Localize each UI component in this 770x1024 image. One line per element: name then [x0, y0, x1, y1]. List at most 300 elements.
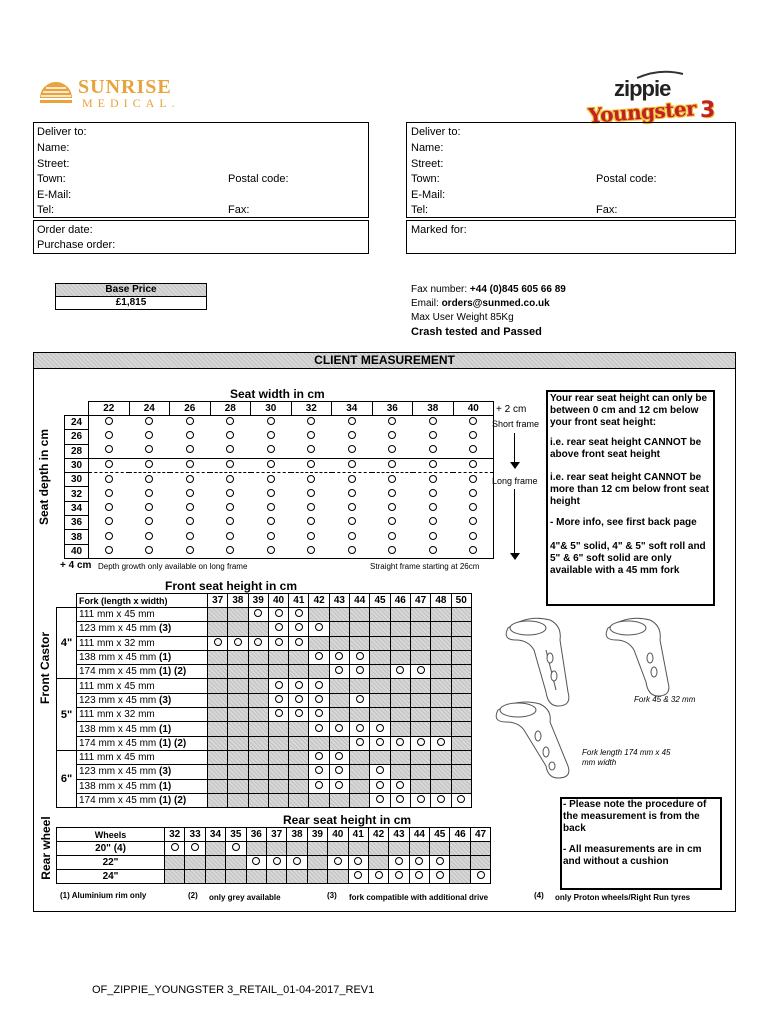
sunrise-wordmark: SUNRISE [78, 76, 172, 98]
front-unavailable-cell [451, 636, 471, 650]
front-option-radio[interactable] [234, 638, 242, 646]
front-option-cell [309, 765, 329, 779]
seat-option-radio[interactable] [388, 475, 396, 483]
seat-option-radio[interactable] [388, 417, 396, 425]
seat-option-radio[interactable] [186, 546, 194, 554]
seat-option-radio[interactable] [429, 475, 437, 483]
seat-option-cell [170, 516, 211, 530]
seat-option-radio[interactable] [469, 546, 477, 554]
front-option-radio[interactable] [295, 623, 303, 631]
seat-option-radio[interactable] [348, 431, 356, 439]
front-option-radio[interactable] [356, 695, 364, 703]
front-option-radio[interactable] [295, 681, 303, 689]
front-option-cell [451, 793, 471, 807]
tel-label-right: Tel: [411, 204, 429, 216]
front-unavailable-cell [268, 722, 288, 736]
rear-option-radio[interactable] [436, 871, 444, 879]
front-option-radio[interactable] [356, 666, 364, 674]
front-unavailable-cell [208, 679, 228, 693]
seat-option-radio[interactable] [429, 503, 437, 511]
rear-row [57, 842, 491, 856]
seat-option-cell [453, 501, 494, 515]
seat-option-radio[interactable] [145, 532, 153, 540]
seat-option-radio[interactable] [105, 546, 113, 554]
rear-option-cell [266, 856, 286, 870]
seat-option-radio[interactable] [145, 417, 153, 425]
seat-option-radio[interactable] [105, 431, 113, 439]
seat-option-radio[interactable] [307, 445, 315, 453]
front-option-radio[interactable] [335, 781, 343, 789]
seat-option-radio[interactable] [226, 431, 234, 439]
fork-45-32-label: Fork 45 & 32 mm [634, 695, 696, 704]
seat-option-radio[interactable] [267, 460, 275, 468]
front-option-radio[interactable] [396, 738, 404, 746]
seat-option-radio[interactable] [145, 489, 153, 497]
front-unavailable-cell [248, 693, 268, 707]
front-unavailable-cell [329, 793, 349, 807]
seat-option-cell [413, 501, 454, 515]
seat-option-cell [332, 501, 373, 515]
front-option-radio[interactable] [356, 738, 364, 746]
seat-option-radio[interactable] [145, 445, 153, 453]
seat-row [65, 516, 494, 530]
seat-option-radio[interactable] [348, 546, 356, 554]
front-option-radio[interactable] [295, 709, 303, 717]
front-unavailable-cell [451, 750, 471, 764]
fork-size [77, 750, 208, 764]
front-option-radio[interactable] [356, 652, 364, 660]
rear-option-cell [348, 870, 368, 884]
front-seat-height-title: Front seat height in cm [165, 579, 298, 593]
front-unavailable-cell [390, 650, 410, 664]
seat-option-radio[interactable] [267, 445, 275, 453]
seat-option-cell [372, 416, 413, 430]
front-option-radio[interactable] [376, 781, 384, 789]
front-unavailable-cell [390, 750, 410, 764]
seat-option-radio[interactable] [429, 532, 437, 540]
fork-size [77, 665, 208, 679]
front-option-radio[interactable] [315, 766, 323, 774]
front-option-radio[interactable] [315, 652, 323, 660]
front-option-radio[interactable] [275, 609, 283, 617]
front-option-radio[interactable] [275, 638, 283, 646]
seat-option-cell [170, 430, 211, 444]
seat-option-radio[interactable] [226, 475, 234, 483]
seat-option-radio[interactable] [186, 417, 194, 425]
seat-row [65, 458, 494, 472]
seat-option-radio[interactable] [105, 445, 113, 453]
seat-option-radio[interactable] [469, 503, 477, 511]
seat-option-radio[interactable] [307, 460, 315, 468]
front-height-header: 44 [350, 594, 370, 608]
front-unavailable-cell [370, 693, 390, 707]
front-unavailable-cell [268, 665, 288, 679]
front-unavailable-cell [208, 665, 228, 679]
front-option-radio[interactable] [335, 724, 343, 732]
front-unavailable-cell [370, 608, 390, 622]
seat-option-radio[interactable] [429, 489, 437, 497]
front-option-radio[interactable] [315, 623, 323, 631]
rear-option-radio[interactable] [232, 843, 240, 851]
rear-option-cell [185, 842, 205, 856]
seat-option-radio[interactable] [469, 517, 477, 525]
seat-option-radio[interactable] [348, 475, 356, 483]
front-option-radio[interactable] [376, 724, 384, 732]
front-unavailable-cell [228, 622, 248, 636]
seat-option-radio[interactable] [469, 417, 477, 425]
base-price-label: Base Price [105, 284, 157, 295]
seat-option-cell [210, 430, 251, 444]
seat-option-radio[interactable] [226, 460, 234, 468]
seat-option-radio[interactable] [105, 532, 113, 540]
rear-height-header: 43 [389, 828, 409, 842]
seat-option-radio[interactable] [145, 460, 153, 468]
castor-size: 5" [57, 679, 77, 750]
front-unavailable-cell [451, 693, 471, 707]
seat-option-radio[interactable] [469, 489, 477, 497]
rear-unavailable-cell [266, 870, 286, 884]
seat-option-radio[interactable] [145, 546, 153, 554]
front-unavailable-cell [208, 708, 228, 722]
seat-option-radio[interactable] [226, 532, 234, 540]
seat-option-cell [170, 501, 211, 515]
seat-option-radio[interactable] [267, 532, 275, 540]
rear-unavailable-cell [226, 856, 246, 870]
seat-option-radio[interactable] [469, 475, 477, 483]
fork-size-text: 138 mm x 45 mm [79, 723, 160, 735]
seat-option-radio[interactable] [348, 460, 356, 468]
straight-frame-note: Straight frame starting at 26cm [370, 562, 480, 571]
postal-code-label-right: Postal code: [596, 173, 657, 185]
plus-2cm-label: + 2 cm [496, 404, 527, 415]
front-unavailable-cell [248, 708, 268, 722]
front-unavailable-cell [390, 765, 410, 779]
seat-option-radio[interactable] [145, 475, 153, 483]
rear-option-radio[interactable] [334, 857, 342, 865]
front-option-radio[interactable] [335, 666, 343, 674]
front-castor-label: Front Castor [38, 632, 52, 704]
front-option-radio[interactable] [437, 738, 445, 746]
seat-option-radio[interactable] [429, 517, 437, 525]
seat-option-radio[interactable] [186, 460, 194, 468]
seat-option-radio[interactable] [145, 431, 153, 439]
seat-width-header: 36 [372, 402, 413, 416]
front-unavailable-cell [208, 779, 228, 793]
seat-corner-cell [65, 402, 89, 416]
front-option-radio[interactable] [315, 724, 323, 732]
seat-option-cell [251, 444, 292, 458]
seat-option-cell [129, 530, 170, 544]
front-option-radio[interactable] [376, 738, 384, 746]
front-option-radio[interactable] [417, 666, 425, 674]
seat-option-cell [210, 458, 251, 472]
rear-height-header: 33 [185, 828, 205, 842]
front-unavailable-cell [390, 608, 410, 622]
seat-option-radio[interactable] [307, 517, 315, 525]
front-unavailable-cell [268, 650, 288, 664]
rear-option-radio[interactable] [171, 843, 179, 851]
front-option-cell [370, 736, 390, 750]
rear-option-radio[interactable] [191, 843, 199, 851]
front-option-radio[interactable] [315, 681, 323, 689]
seat-row [65, 530, 494, 544]
front-option-radio[interactable] [315, 695, 323, 703]
seat-option-radio[interactable] [105, 460, 113, 468]
rear-option-radio[interactable] [293, 857, 301, 865]
rear-option-radio[interactable] [415, 871, 423, 879]
front-height-header: 47 [410, 594, 430, 608]
seat-option-cell [170, 544, 211, 558]
seat-option-radio[interactable] [388, 503, 396, 511]
seat-option-cell [89, 544, 130, 558]
seat-option-radio[interactable] [145, 503, 153, 511]
front-option-radio[interactable] [417, 738, 425, 746]
front-option-cell [309, 722, 329, 736]
seat-option-radio[interactable] [469, 532, 477, 540]
front-option-cell [350, 665, 370, 679]
front-unavailable-cell [410, 765, 430, 779]
rear-unavailable-cell [470, 842, 490, 856]
marked-for-label: Marked for: [411, 224, 467, 236]
front-unavailable-cell [228, 765, 248, 779]
seat-option-radio[interactable] [105, 503, 113, 511]
castor-size: 4" [57, 608, 77, 679]
seat-option-radio[interactable] [388, 489, 396, 497]
seat-option-radio[interactable] [348, 445, 356, 453]
rear-option-radio[interactable] [354, 857, 362, 865]
seat-option-radio[interactable] [388, 460, 396, 468]
front-option-radio[interactable] [275, 709, 283, 717]
seat-option-radio[interactable] [226, 503, 234, 511]
seat-width-header: 30 [251, 402, 292, 416]
seat-option-cell [89, 458, 130, 472]
fork-size-text: 123 mm x 45 mm [79, 766, 160, 778]
seat-option-radio[interactable] [145, 517, 153, 525]
rear-option-radio[interactable] [273, 857, 281, 865]
seat-width-header: 32 [291, 402, 332, 416]
front-option-radio[interactable] [417, 795, 425, 803]
front-option-radio[interactable] [275, 681, 283, 689]
front-option-radio[interactable] [376, 766, 384, 774]
seat-option-radio[interactable] [105, 417, 113, 425]
front-unavailable-cell [451, 765, 471, 779]
front-row [57, 793, 472, 807]
front-unavailable-cell [350, 765, 370, 779]
rear-unavailable-cell [246, 842, 266, 856]
front-option-radio[interactable] [315, 752, 323, 760]
seat-option-radio[interactable] [388, 445, 396, 453]
seat-option-radio[interactable] [429, 431, 437, 439]
front-option-radio[interactable] [396, 666, 404, 674]
seat-option-radio[interactable] [307, 475, 315, 483]
rear-unavailable-cell [287, 842, 307, 856]
front-unavailable-cell [370, 622, 390, 636]
seat-option-radio[interactable] [186, 431, 194, 439]
seat-option-radio[interactable] [348, 503, 356, 511]
rear-option-radio[interactable] [395, 857, 403, 865]
seat-option-radio[interactable] [267, 475, 275, 483]
rear-unavailable-cell [368, 842, 388, 856]
seat-option-radio[interactable] [105, 489, 113, 497]
fork-note: (1) (2) [159, 737, 187, 749]
rear-wheel-label: Rear wheel [39, 816, 53, 880]
rear-unavailable-cell [307, 842, 327, 856]
front-option-radio[interactable] [214, 638, 222, 646]
seat-option-cell [453, 530, 494, 544]
front-option-radio[interactable] [315, 709, 323, 717]
seat-option-radio[interactable] [348, 417, 356, 425]
front-option-radio[interactable] [295, 638, 303, 646]
front-unavailable-cell [431, 779, 451, 793]
front-option-radio[interactable] [396, 781, 404, 789]
front-unavailable-cell [208, 793, 228, 807]
front-unavailable-cell [228, 722, 248, 736]
seat-row [65, 501, 494, 515]
front-unavailable-cell [451, 608, 471, 622]
youngster-3-icon: 3 [700, 98, 716, 123]
rear-option-radio[interactable] [375, 871, 383, 879]
seat-option-cell [453, 458, 494, 472]
front-unavailable-cell [390, 693, 410, 707]
front-unavailable-cell [410, 636, 430, 650]
rear-option-radio[interactable] [415, 857, 423, 865]
front-option-cell [329, 765, 349, 779]
front-unavailable-cell [248, 722, 268, 736]
seat-option-radio[interactable] [105, 517, 113, 525]
front-option-radio[interactable] [376, 795, 384, 803]
seat-option-radio[interactable] [267, 517, 275, 525]
seat-option-radio[interactable] [186, 489, 194, 497]
seat-option-cell [129, 501, 170, 515]
rear-option-radio[interactable] [354, 871, 362, 879]
seat-option-radio[interactable] [186, 475, 194, 483]
front-height-header: 45 [370, 594, 390, 608]
front-unavailable-cell [410, 722, 430, 736]
seat-width-header: 34 [332, 402, 373, 416]
seat-depth-value: 36 [65, 516, 89, 530]
seat-option-cell [372, 487, 413, 501]
seat-option-radio[interactable] [267, 431, 275, 439]
seat-option-radio[interactable] [429, 417, 437, 425]
seat-option-radio[interactable] [186, 517, 194, 525]
seat-option-radio[interactable] [348, 532, 356, 540]
front-option-radio[interactable] [254, 609, 262, 617]
rear-option-radio[interactable] [252, 857, 260, 865]
seat-option-cell [332, 530, 373, 544]
seat-option-radio[interactable] [307, 532, 315, 540]
front-option-radio[interactable] [295, 609, 303, 617]
seat-option-radio[interactable] [226, 546, 234, 554]
rear-option-radio[interactable] [477, 871, 485, 879]
seat-option-radio[interactable] [429, 546, 437, 554]
seat-option-radio[interactable] [267, 503, 275, 511]
seat-option-radio[interactable] [307, 546, 315, 554]
front-option-radio[interactable] [295, 695, 303, 703]
front-option-cell [309, 693, 329, 707]
front-option-radio[interactable] [275, 695, 283, 703]
seat-option-radio[interactable] [469, 445, 477, 453]
front-option-radio[interactable] [396, 795, 404, 803]
seat-option-radio[interactable] [226, 445, 234, 453]
seat-option-radio[interactable] [105, 475, 113, 483]
front-option-radio[interactable] [315, 781, 323, 789]
seat-option-radio[interactable] [226, 517, 234, 525]
seat-row [65, 430, 494, 444]
seat-option-radio[interactable] [267, 546, 275, 554]
fork-size-text: 138 mm x 45 mm [79, 652, 160, 664]
seat-option-cell [251, 458, 292, 472]
seat-option-radio[interactable] [226, 489, 234, 497]
seat-option-radio[interactable] [469, 431, 477, 439]
rear-option-radio[interactable] [436, 857, 444, 865]
seat-option-radio[interactable] [307, 417, 315, 425]
front-option-radio[interactable] [335, 766, 343, 774]
seat-option-radio[interactable] [307, 489, 315, 497]
seat-option-radio[interactable] [267, 417, 275, 425]
seat-option-radio[interactable] [348, 517, 356, 525]
front-unavailable-cell [309, 608, 329, 622]
seat-option-radio[interactable] [267, 489, 275, 497]
front-unavailable-cell [431, 608, 451, 622]
seat-option-cell [291, 416, 332, 430]
seat-option-radio[interactable] [186, 532, 194, 540]
front-option-radio[interactable] [335, 752, 343, 760]
seat-option-cell [291, 516, 332, 530]
seat-option-radio[interactable] [307, 431, 315, 439]
front-height-header: 46 [390, 594, 410, 608]
front-option-radio[interactable] [335, 652, 343, 660]
seat-option-cell [332, 516, 373, 530]
front-unavailable-cell [390, 622, 410, 636]
seat-option-radio[interactable] [429, 460, 437, 468]
seat-option-radio[interactable] [388, 546, 396, 554]
seat-option-radio[interactable] [186, 445, 194, 453]
front-unavailable-cell [410, 679, 430, 693]
seat-option-radio[interactable] [469, 460, 477, 468]
front-unavailable-cell [350, 622, 370, 636]
front-option-radio[interactable] [254, 638, 262, 646]
seat-option-radio[interactable] [429, 445, 437, 453]
seat-option-radio[interactable] [186, 503, 194, 511]
front-option-radio[interactable] [457, 795, 465, 803]
front-unavailable-cell [248, 750, 268, 764]
seat-option-radio[interactable] [226, 417, 234, 425]
seat-option-cell [210, 473, 251, 487]
rear-option-cell [389, 870, 409, 884]
seat-option-radio[interactable] [388, 532, 396, 540]
fork-note: (1) (2) [159, 795, 187, 806]
front-option-cell [410, 793, 430, 807]
front-option-radio[interactable] [437, 795, 445, 803]
front-option-radio[interactable] [275, 623, 283, 631]
front-unavailable-cell [410, 622, 430, 636]
front-row [57, 608, 472, 622]
seat-option-radio[interactable] [388, 517, 396, 525]
seat-option-radio[interactable] [348, 489, 356, 497]
seat-option-radio[interactable] [307, 503, 315, 511]
seat-option-cell [372, 530, 413, 544]
rear-option-radio[interactable] [395, 871, 403, 879]
seat-option-cell [251, 516, 292, 530]
seat-option-cell [210, 516, 251, 530]
front-unavailable-cell [451, 708, 471, 722]
front-option-cell [390, 736, 410, 750]
front-unavailable-cell [350, 793, 370, 807]
seat-option-radio[interactable] [388, 431, 396, 439]
seat-option-cell [129, 416, 170, 430]
front-option-cell [370, 722, 390, 736]
front-option-radio[interactable] [356, 724, 364, 732]
